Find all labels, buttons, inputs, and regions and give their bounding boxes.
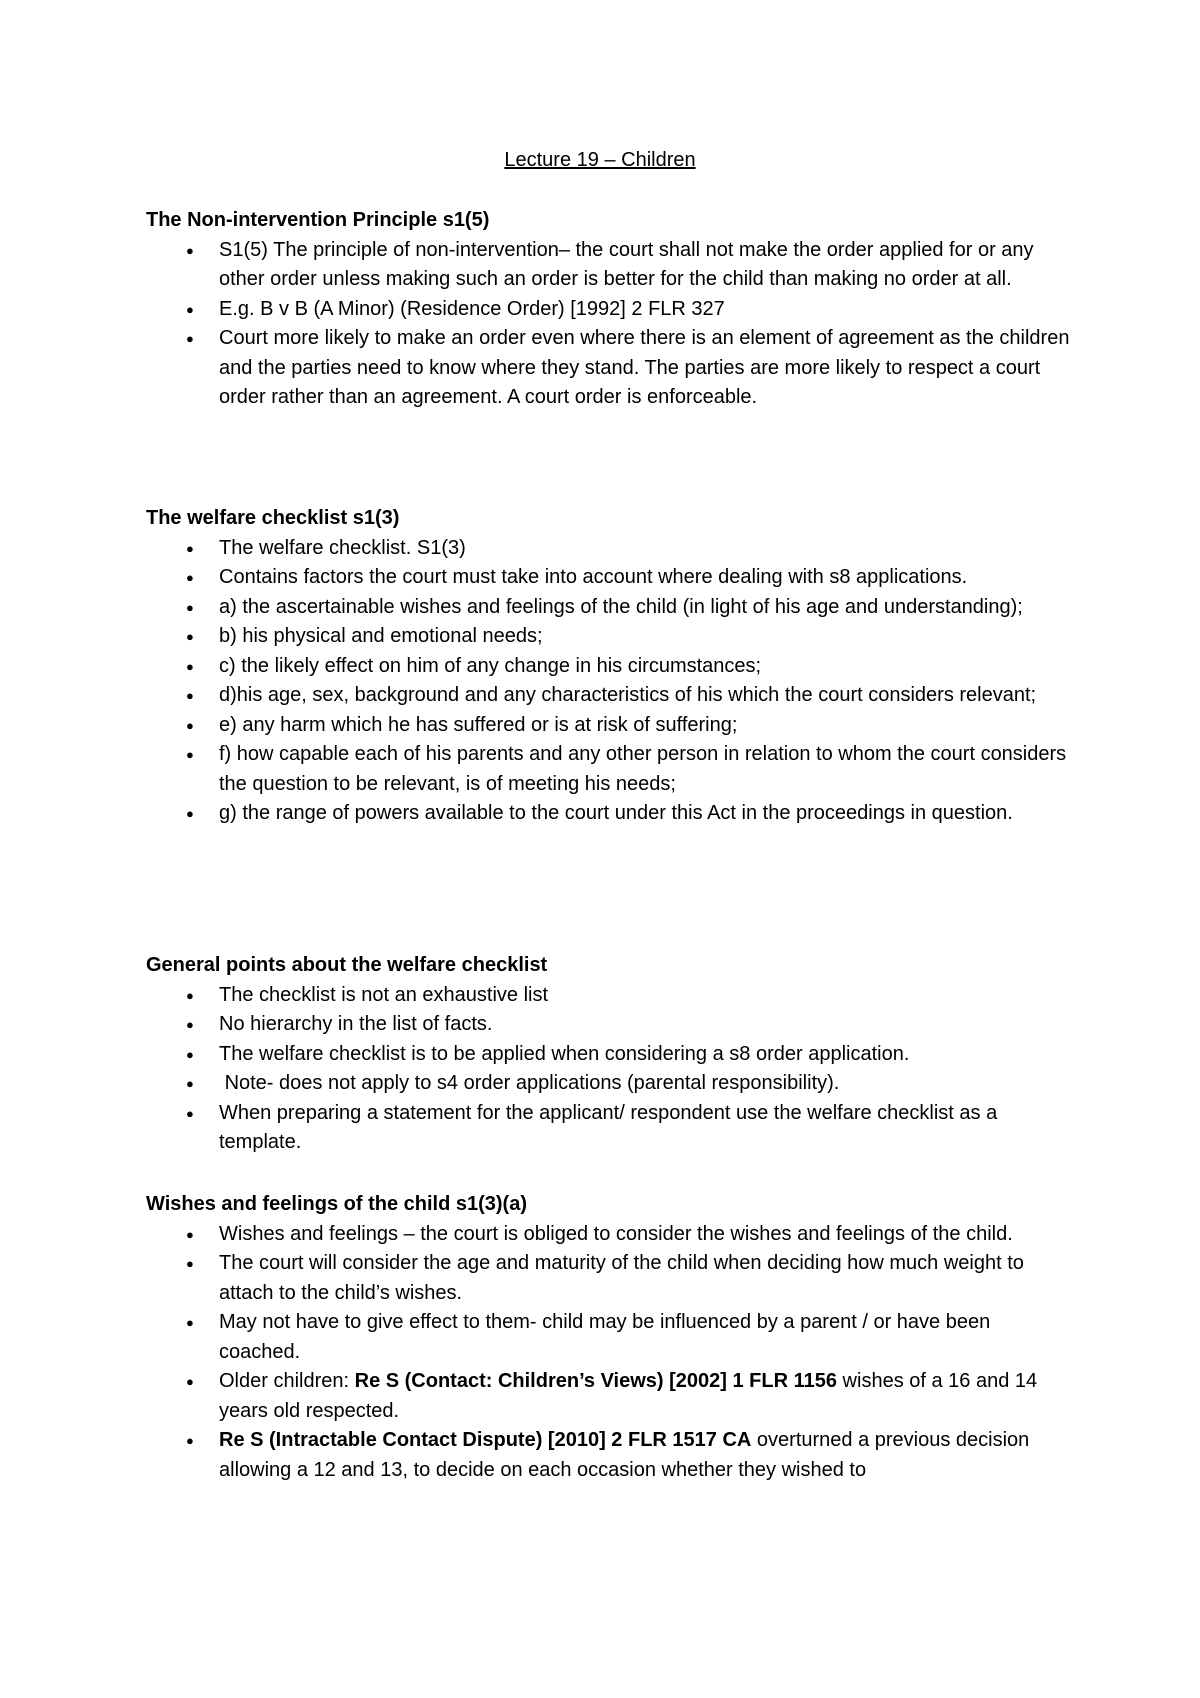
list-item: ● d)his age, sex, background and any characteristics of his which the court considers relevant; [146,681,1076,711]
section-non-intervention [146,206,1076,413]
list-item: ● Contains factors the court must take into account where dealing with s8 applications. [146,563,1076,593]
list-item: ● No hierarchy in the list of facts. [146,1010,1076,1040]
item-text: overturned a previous decision allowing a 12 and 13, to decide on each occasion whether they wished to [219,1429,1035,1481]
list-item: ● The checklist is not an exhaustive list [146,981,1076,1011]
list-item: ● Court more likely to make an order even where there is an element of agreement as the children and the parties need to know where they stand. The parties are more likely to respect a court order rather than an agreement. A court order is enforceable. [146,324,1076,413]
bullet-list [146,236,1076,413]
list-item: ● The court will consider the age and maturity of the child when deciding how much weight to attach to the child’s wishes. [146,1249,1076,1308]
list-item: ● The welfare checklist is to be applied when considering a s8 order application. [146,1040,1076,1070]
section-heading: The welfare checklist s1(3) [146,507,400,529]
item-text: wishes of a 16 and 14 years old respected. [219,1370,1043,1422]
list-item: ● e) any harm which he has suffered or is at risk of suffering; [146,711,1076,741]
section-general-points [146,951,1076,1158]
section-heading: Wishes and feelings of the child s1(3)(a) [146,1193,527,1215]
list-item: ● Note- does not apply to s4 order applications (parental responsibility). [146,1069,1076,1099]
list-item: ● g) the range of powers available to the court under this Act in the proceedings in question. [146,799,1076,829]
page-title: Lecture 19 – Children [504,149,696,171]
list-item: ● f) how capable each of his parents and any other person in relation to whom the court considers the question to be relevant, is of meeting his needs; [146,740,1076,799]
list-item: ● a) the ascertainable wishes and feelings of the child (in light of his age and understanding); [146,593,1076,623]
case-citation: Re S (Contact: Children’s Views) [2002] 1 FLR 1156 [354,1370,837,1392]
item-text: Older children: [219,1370,355,1392]
section-wishes-feelings [146,1190,1076,1485]
list-item [146,1426,1076,1485]
section-welfare-checklist [146,504,1076,829]
bullet-list [146,981,1076,1158]
list-item: ● When preparing a statement for the applicant/ respondent use the welfare checklist as a template. [146,1099,1076,1158]
list-item: ● The welfare checklist. S1(3) [146,534,1076,564]
list-item [146,1367,1076,1426]
section-heading: The Non-intervention Principle s1(5) [146,209,490,231]
list-item: ● b) his physical and emotional needs; [146,622,1076,652]
case-citation: Re S (Intractable Contact Dispute) [2010] 2 FLR 1517 CA [219,1429,752,1451]
list-item: ● E.g. B v B (A Minor) (Residence Order) [1992] 2 FLR 327 [146,295,1076,325]
list-item: ● c) the likely effect on him of any change in his circumstances; [146,652,1076,682]
list-item: ● Wishes and feelings – the court is obliged to consider the wishes and feelings of the child. [146,1220,1076,1250]
list-item: ● May not have to give effect to them- child may be influenced by a parent / or have been coached. [146,1308,1076,1367]
list-item: ● S1(5) The principle of non-intervention– the court shall not make the order applied for or any other order unless making such an order is better for the child than making no order at all. [146,236,1076,295]
bullet-list [146,534,1076,829]
bullet-list [146,1220,1076,1486]
section-heading: General points about the welfare checklist [146,954,548,976]
